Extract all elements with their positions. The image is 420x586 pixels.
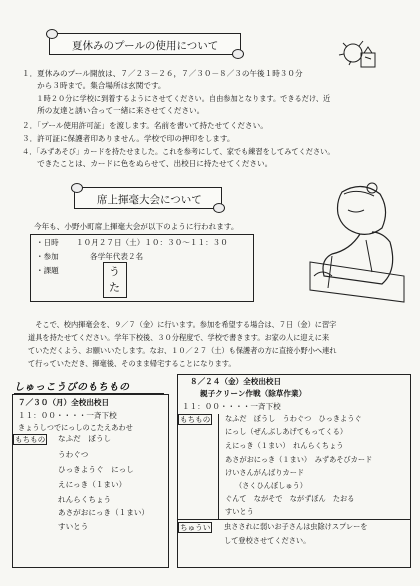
left-item-6: すいとう bbox=[58, 522, 89, 531]
s2-detail-value-0: １０月２７日（土）１０：３０～１１：３０ bbox=[76, 238, 228, 247]
right-items-bracket bbox=[218, 414, 223, 520]
girl-writing-illustration bbox=[302, 180, 412, 308]
s1-line-5: ３．許可証に保護者印ありません。学校で印の押印をします。 bbox=[22, 134, 235, 143]
right-item-1: にっし（ぜんぶしあげてもってくる） bbox=[225, 427, 348, 436]
s2-para-3: て行っていただき、揮毫後、そのまま帰宅することになります。 bbox=[28, 359, 236, 368]
left-item-3: えにっき（１まい） bbox=[58, 480, 127, 489]
left-note: きょうしつでにっしのこたえあわせ bbox=[18, 423, 133, 432]
caution-line-0: 虫さされに弱いお子さんは虫除けスプレーを bbox=[224, 522, 368, 531]
section1-title-text: 夏休みのプールの使用について bbox=[72, 40, 219, 52]
right-header: ８／２４（金）全校出校日 bbox=[190, 377, 282, 386]
s1-line-6: ４．「みずあそび」カードを持たせました。これを参考にして、家でも練習をしてみてください。 bbox=[22, 147, 335, 156]
right-item-4: けいさんがんばりカード bbox=[225, 468, 305, 477]
s1-line-7: できたことは、カードに色をぬらせて、出校日に持たせてください。 bbox=[22, 159, 273, 168]
belongings-title bbox=[14, 375, 164, 395]
caution-label: ちゅうい bbox=[180, 523, 211, 532]
right-time: １１：００・・・・一斉下校 bbox=[182, 402, 281, 411]
s1-line-1: から３時まで。集合場所は玄関です。 bbox=[22, 81, 166, 90]
left-item-0: なふだ ぼうし bbox=[58, 434, 112, 443]
section1-title bbox=[49, 33, 241, 55]
s1-line-3: 所の友達と誘い合って一緒に来させてください。 bbox=[22, 106, 205, 115]
star-doodle-icon bbox=[335, 35, 381, 73]
belongings-title-text: しゅっこうびのもちもの bbox=[14, 382, 130, 393]
left-item-1: うわぐつ bbox=[58, 450, 89, 459]
caution-line-1: して登校させてください。 bbox=[224, 536, 311, 545]
left-item-2: ひっきようぐ にっし bbox=[58, 465, 134, 474]
s2-para-0: そこで、校内揮毫会を、９／７（金）に行います。参加を希望する場合は、７日（金）に習字 bbox=[28, 320, 337, 329]
right-item-6: ぐんて ながそで ながずぼん たおる bbox=[225, 494, 355, 503]
section2-title-text: 席上揮毫大会について bbox=[97, 194, 202, 206]
s2-detail-label-1: ・参加 bbox=[36, 252, 59, 261]
left-header: ７／３０（月）全校出校日 bbox=[18, 398, 110, 407]
s2-intro: 今年も、小野小町席上揮毫大会が以下のように行われます。 bbox=[34, 222, 239, 231]
left-time: １１：００・・・・一斉下校 bbox=[18, 411, 117, 420]
section2-title bbox=[74, 187, 222, 209]
theme-char-1: た bbox=[109, 281, 120, 294]
right-item-2: えにっき（１まい） れんらくちょう bbox=[225, 441, 344, 450]
right-item-3: あさがおにっき（１まい） みずあそびカード bbox=[225, 455, 373, 464]
left-item-4: れんらくちょう bbox=[58, 495, 112, 504]
right-item-5: （さくひんぼしゅう） bbox=[235, 481, 307, 490]
s2-detail-label-0: ・日時 bbox=[36, 238, 59, 247]
s2-detail-label-2: ・課題 bbox=[36, 266, 59, 275]
theme-char-0: う bbox=[109, 265, 120, 278]
s2-detail-value-1: 各学年代表２名 bbox=[90, 252, 144, 261]
right-item-7: すいとう bbox=[225, 507, 254, 516]
caution-divider bbox=[177, 519, 410, 520]
s1-line-0: １．夏休みのプール開放は、７／２３－２６，７／３０－８／３の午後１時３０分 bbox=[22, 69, 303, 78]
s2-para-2: ていただくよう、お願いいたします。なお、１０／２７（土）も保護者の方に直接小野小へ連れ bbox=[28, 346, 337, 355]
s1-line-4: ２．「プール使用許可証」を渡します。名前を書いて持たせてください。 bbox=[22, 121, 268, 130]
right-item-0: なふだ ぼうし うわぐつ ひっきようぐ bbox=[225, 414, 362, 423]
left-item-5: あさがおにっき（１まい） bbox=[58, 508, 149, 517]
s1-line-2: １時２０分に学校に到着するようにさせてください。自由参加となります。できるだけ、近 bbox=[22, 94, 331, 103]
right-label: もちもの bbox=[180, 415, 211, 424]
right-subheader: 親子クリーン作戦（除草作業） bbox=[200, 389, 307, 398]
left-label: もちもの bbox=[15, 435, 46, 444]
s2-para-1: 道具を持たせてください。学年下校後、３０分程度で、学校で書きます。お家の人に迎えに来 bbox=[28, 333, 330, 342]
